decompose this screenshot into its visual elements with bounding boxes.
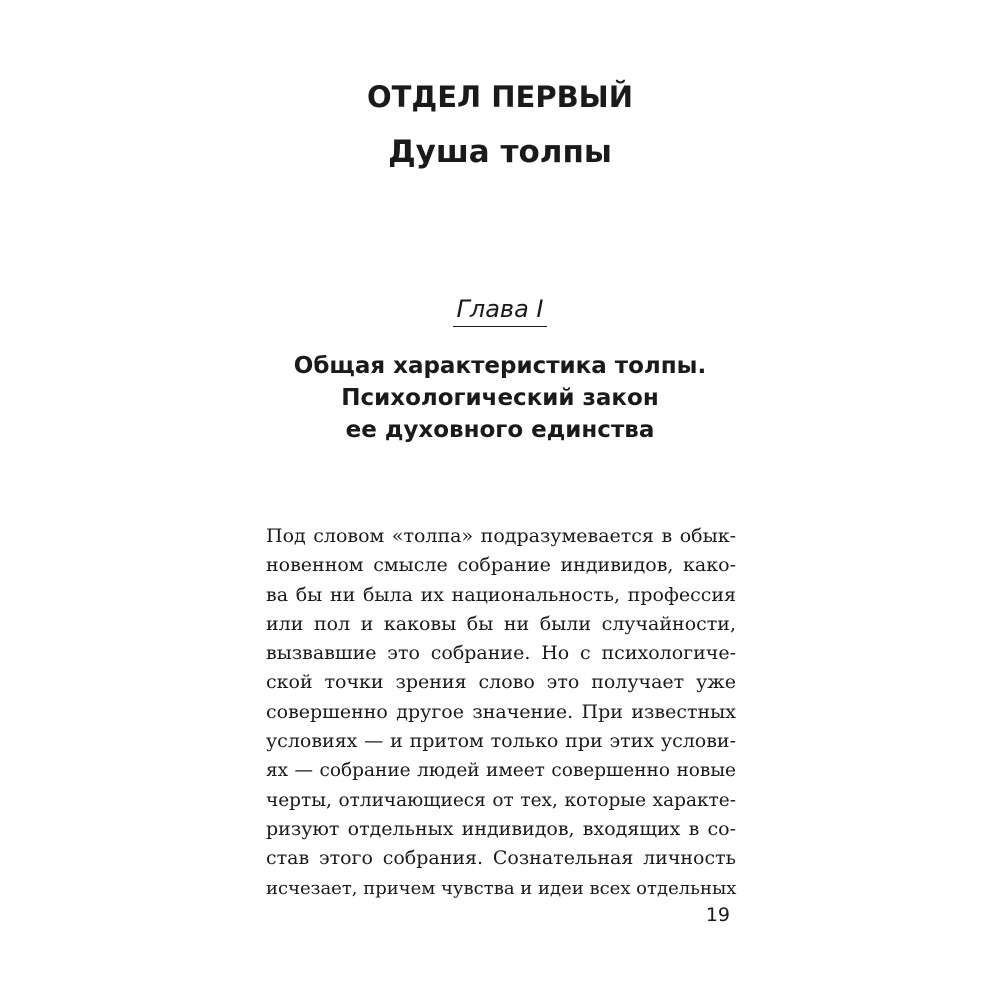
body-line: ва бы ни была их национальность, профессия: [266, 583, 736, 606]
body-line: условиях — и притом только при этих услови-: [266, 730, 736, 753]
chapter-label-container: [0, 295, 1000, 327]
body-line: совершенно другое значение. При известных: [266, 700, 736, 723]
body-line: ризуют отдельных индивидов, входящих в со-: [266, 817, 736, 840]
body-line: или пол и каковы бы ни были случайности,: [266, 612, 736, 635]
body-line: став этого собрания. Сознательная личность: [266, 847, 736, 870]
chapter-title-line: Общая характеристика толпы.: [293, 353, 707, 379]
chapter-label: Глава I: [453, 295, 548, 327]
body-line: черты, отличающиеся от тех, которые характе-: [266, 789, 736, 811]
body-paragraph: [266, 522, 736, 903]
body-line: ях — собрание людей имеет совершенно новые: [266, 760, 736, 782]
body-line: исчезает, причем чувства и идеи всех отдельных: [266, 877, 737, 899]
body-line: ской точки зрения слово это получает уже: [266, 671, 736, 694]
chapter-title-line: Психологический закон: [341, 385, 659, 411]
body-line: вызвавшие это собрание. Но с психологиче-: [266, 642, 736, 665]
part-subtitle: Душа толпы: [388, 134, 612, 170]
part-title: ОТДЕЛ ПЕРВЫЙ: [366, 80, 633, 114]
page-number: 19: [705, 904, 730, 926]
body-line: новенном смысле собрание индивидов, како-: [266, 554, 736, 577]
chapter-title-line: ее духовного единства: [345, 417, 655, 443]
chapter-title: [0, 350, 1000, 446]
body-line: Под словом «толпа» подразумевается в обык-: [266, 525, 736, 547]
